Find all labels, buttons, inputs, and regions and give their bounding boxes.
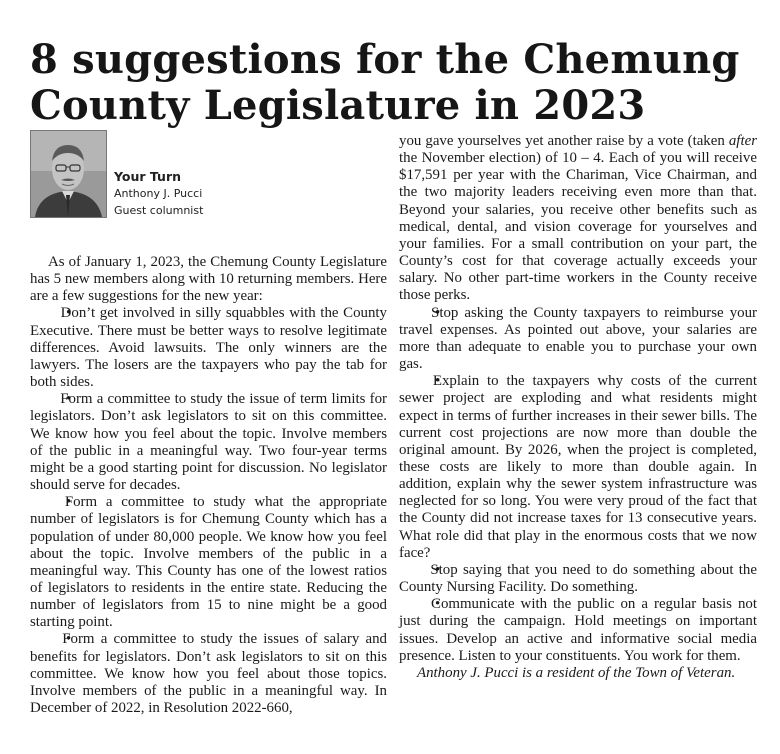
- bullet-icon: [48, 391, 56, 408]
- intro-text: As of January 1, 2023, the Chemung County Legislature has 5 new members along with 10 returning members. Here are a few suggestions for the new year:: [30, 254, 387, 305]
- bullet-icon: [48, 305, 56, 322]
- continued-text: you gave yourselves yet another raise by a vote (taken: [399, 133, 725, 149]
- suggestion-6: [399, 373, 757, 562]
- headline: [30, 37, 770, 129]
- bullet-icon: [48, 494, 56, 511]
- suggestion-1: [30, 305, 387, 391]
- suggestion-4: [30, 631, 387, 717]
- left-column: [30, 254, 387, 717]
- headline-line-2: County Legislature in 2023: [30, 81, 646, 129]
- bullet-icon: [417, 373, 425, 390]
- byline: [30, 130, 390, 220]
- section-label: Your Turn: [114, 169, 182, 184]
- bullet-icon: [417, 596, 425, 613]
- suggestion-text: Explain to the taxpayers why costs of the current sewer project are exploding and what residents might expect in terms of further increases in their sewer bills. The current cost projections are now more than double the original amount. By 2026, when the project is completed, these costs are likely to more than double again. In addition, explain why the sewer system infrastructure was neglected for so long. You were very proud of the fact that the County did not increase taxes for 13 consecutive years. What role did that play in the enormous costs that we now face?: [399, 373, 757, 561]
- bullet-icon: [417, 562, 425, 579]
- intro-paragraph: [30, 254, 387, 305]
- suggestion-text: Form a committee to study the issue of term limits for legislators. Don’t ask legislators to sit on this committee. We know how you feel about the topic. Involve members of the public in a meaningful way. Two four-year terms might be a good starting point for discussion. No legislator should serve for decades.: [30, 391, 387, 494]
- suggestion-text: Communicate with the public on a regular basis not just during the campaign. Hold meetings on important issues. Develop an active and informative social media presence. Listen to your constituents. You work for them.: [399, 596, 757, 664]
- suggestion-3: [30, 494, 387, 631]
- continued-text: the November election) of 10 – 4. Each of you will receive $17,591 per year with the Chariman, Vice Chairman, and the two majority leaders receiving even more than that. Beyond your salaries, you receive other benefits such as medical, dental, and vision coverage for yourselves and your families. For a small contribution on your part, the County’s cost for that coverage actually exceeds your salary. No other part-time workers in the County receive those perks.: [399, 150, 757, 304]
- suggestion-5: [399, 305, 757, 374]
- suggestion-4-continued: [399, 133, 757, 305]
- bullet-icon: [48, 631, 56, 648]
- signoff-text: Anthony J. Pucci is a resident of the Town of Veteran.: [417, 664, 736, 681]
- author-role: Guest columnist: [114, 204, 204, 217]
- author-name: Anthony J. Pucci: [114, 187, 203, 200]
- suggestion-7: [399, 562, 757, 596]
- author-signoff: [399, 665, 757, 682]
- byline-text: [114, 168, 203, 219]
- author-headshot: [30, 130, 107, 218]
- suggestion-text: Don’t get involved in silly squabbles with the County Executive. There must be better ways to resolve legitimate differences. Avoid lawsuits. The only winners are the lawyers. The losers are the taxpayers who pay the tab for both sides.: [30, 305, 387, 391]
- bullet-icon: [417, 305, 425, 322]
- suggestion-text: Stop saying that you need to do something about the County Nursing Facility. Do something.: [399, 561, 757, 596]
- suggestion-text: Stop asking the County taxpayers to reimburse your travel expenses. As pointed out above, your salaries are more than adequate to enable you to purchase your own gas.: [399, 304, 757, 373]
- suggestion-2: [30, 391, 387, 494]
- suggestion-text: Form a committee to study what the appropriate number of legislators is for Chemung County which has a population of under 80,000 people. We know how you feel about the topic. Involve members of the public in a meaningful way. This County has one of the lowest ratios of legislators to residents in the entire state. Reducing the number of legislators from 15 to nine might be a good starting point.: [30, 494, 387, 631]
- right-column: [399, 133, 757, 682]
- suggestion-8: [399, 596, 757, 665]
- suggestion-text: Form a committee to study the issues of salary and benefits for legislators. Don’t ask legislators to sit on this committee. We know how you feel about those topics. Involve members of the public in a meaningful way. In December of 2022, in Resolution 2022-660,: [30, 631, 387, 717]
- headline-line-1: 8 suggestions for the Chemung: [30, 35, 740, 83]
- emphasis-after: after: [728, 133, 757, 149]
